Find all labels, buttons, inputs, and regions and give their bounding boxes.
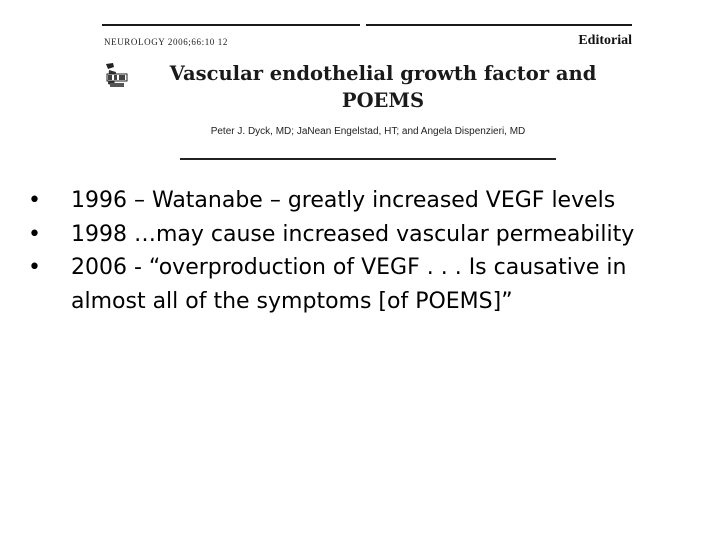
bullet-item	[28, 184, 648, 218]
bullet-marker: •	[28, 188, 41, 213]
bullet-item	[28, 218, 648, 252]
bullet-text: 2006 - “overproduction of VEGF . . . Is causative in almost all of the symptoms [of POEMS]”	[71, 255, 627, 314]
bullet-text: 1996 – Watanabe – greatly increased VEGF levels	[71, 188, 616, 213]
section-label: Editorial	[578, 33, 632, 48]
highlight-logo-icon	[104, 62, 130, 90]
journal-citation: NEUROLOGY 2006;66:10 12	[104, 37, 228, 47]
bullet-marker: •	[28, 221, 41, 247]
bullet-list	[28, 184, 648, 318]
bullet-item	[28, 251, 648, 318]
header-rule-left	[102, 24, 360, 26]
article-title: Vascular endothelial growth factor and POEMS	[169, 62, 597, 112]
article-divider	[180, 158, 556, 160]
header-rule-right	[366, 24, 632, 26]
article-authors: Peter J. Dyck, MD; JaNean Engelstad, HT; and Angela Dispenzieri, MD	[210, 126, 526, 137]
bullet-marker: •	[28, 255, 41, 280]
bullet-text: 1998 …may cause increased vascular permeability	[71, 221, 635, 247]
